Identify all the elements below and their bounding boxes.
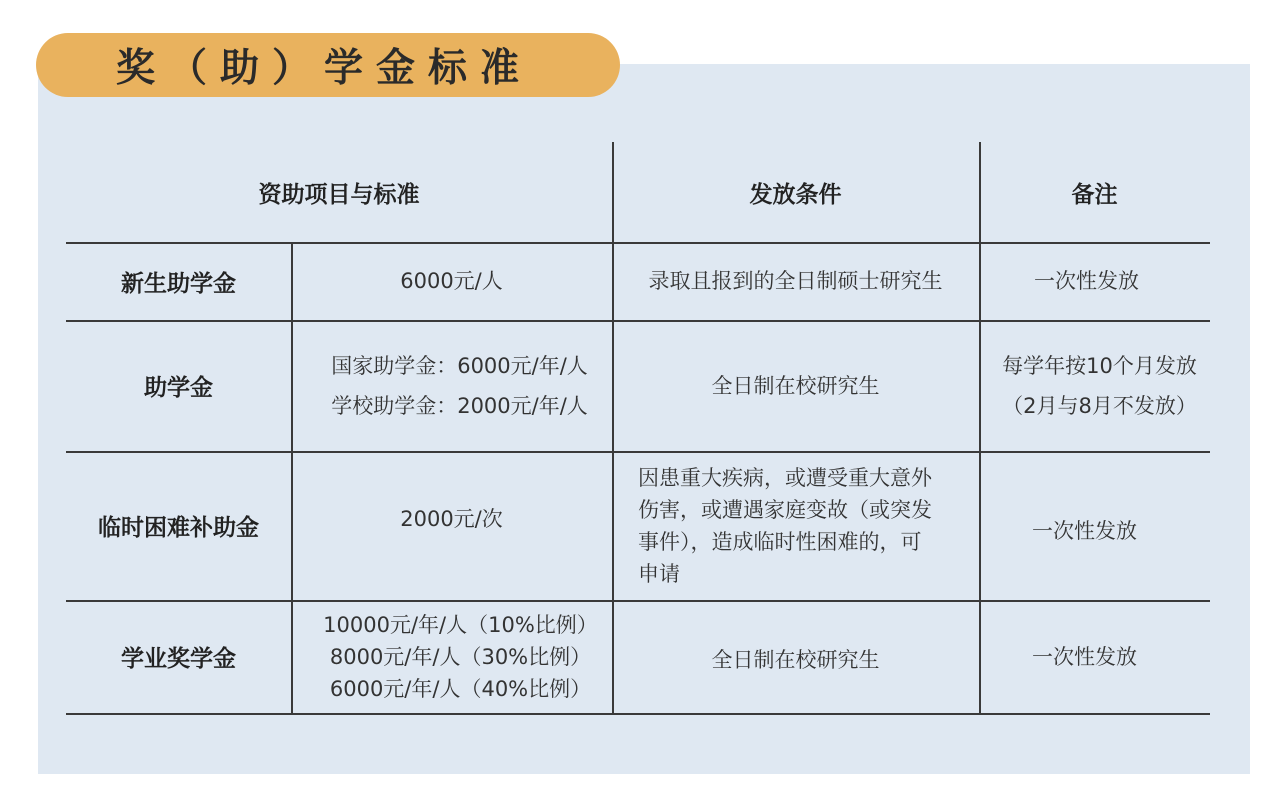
table-cell-remark: 每学年按10个月发放 （2月与8月不发放） [1002,353,1197,418]
table-cell-standard: 2000元/次 [400,507,503,531]
table-cell-condition: 全日制在校研究生 [711,648,880,672]
header-project: 资助项目与标准 [258,181,420,208]
table-cell-remark: 一次性发放 [1032,519,1137,543]
table-cell-standard: 6000元/人 [400,269,503,293]
table-row-name: 新生助学金 [121,270,236,297]
table-row-name: 助学金 [144,375,213,401]
table-row-name: 临时困难补助金 [98,515,259,541]
table-row-name: 学业奖学金 [121,646,236,672]
table-cell-condition: 因患重大疾病，或遭受重大意外 伤害，或遭遇家庭变故（或突发 事件），造成临时性困难的，可 申请 [638,466,932,586]
table-cell-remark: 一次性发放 [1034,269,1139,293]
page-title: 奖（助）学金标准 [116,46,533,91]
table-cell-remark: 一次性发放 [1032,644,1137,669]
table-cell-standard: 10000元/年/人（10%比例） 8000元/年/人（30%比例） 6000元/年/人（40%比例） [323,612,598,701]
header-remark: 备注 [1071,181,1118,208]
header-condition: 发放条件 [749,181,842,208]
title-banner [36,33,620,97]
table-cell-condition: 全日制在校研究生 [711,373,880,398]
table-cell-condition: 录取且报到的全日制硕士研究生 [648,269,943,293]
table-cell-standard: 国家助学金：6000元/年/人 学校助学金：2000元/年/人 [331,353,588,418]
